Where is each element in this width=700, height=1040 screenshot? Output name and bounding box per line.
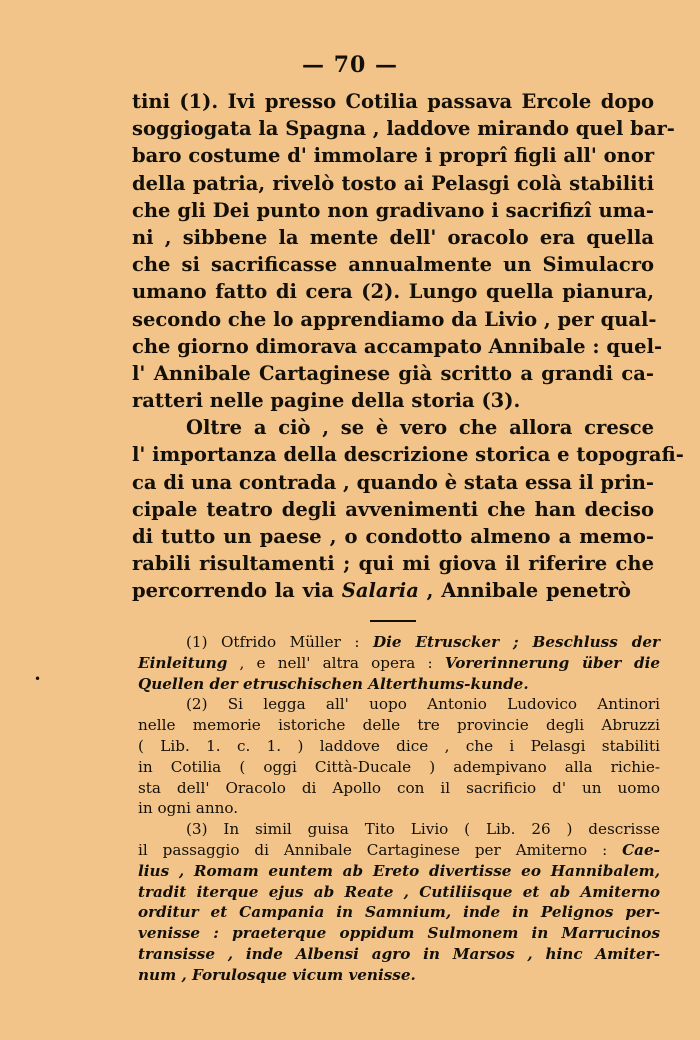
text-line: ca di una contrada , quando è stata essa il prin- [132, 470, 654, 494]
footnote-rule [370, 620, 416, 622]
text-line: l' Annibale Cartaginese già scritto a grandi ca- [132, 361, 654, 385]
road-name: Salaria [341, 579, 419, 603]
footnote-2-line: ( Lib. 1. c. 1. ) laddove dice , che i Pelasgi stabiliti [138, 736, 660, 755]
text-line: ratteri nelle pagine della storia (3). [132, 389, 521, 413]
text-line: che gli Dei punto non gradivano i sacrifizî uma- [132, 198, 654, 222]
text-segment: , e nell' altra opera : [227, 653, 445, 672]
footnote-1-line [138, 632, 660, 653]
text-line: baro costume d' immolare i proprî figli all' onor [132, 144, 655, 168]
footnote-3-line: orditur et Campania in Samnium, inde in Pelignos per- [138, 903, 660, 922]
text-line: di tutto un paese , o condotto almeno a memo- [132, 525, 654, 548]
footnote-1-line [138, 653, 660, 674]
text-line: Oltre a ciò , se è vero che allora cresce [186, 416, 654, 440]
page-number: — 70 — [302, 52, 398, 78]
text-segment: Die Etruscker ; Beschluss der [372, 633, 660, 651]
text-segment: il passaggio di Annibale Cartaginese per Amiterno : [138, 840, 623, 859]
text-line [132, 577, 654, 604]
footnote-3-line: (3) In simil guisa Tito Livio ( Lib. 26 ) descrisse [186, 820, 660, 839]
main-text [132, 88, 684, 605]
text-line: rabili risultamenti ; qui mi giova il riferire che [132, 552, 654, 576]
text-line: tini (1). Ivi presso Cotilia passava Ercole dopo [132, 90, 654, 113]
footnote-2-line: in ogni anno. [138, 799, 239, 818]
stray-mark: • [34, 672, 42, 686]
footnote-2-line: nelle memorie istoriche delle tre provincie degli Abruzzi [138, 716, 660, 735]
text-segment: percorrendo la via [132, 579, 342, 603]
text-segment: (1) Otfrido Müller : [186, 633, 373, 651]
footnote-3-line [138, 840, 660, 861]
text-line: soggiogata la Spagna , laddove mirando quel bar- [132, 117, 675, 141]
footnote-3-line: venisse : praeterque oppidum Sulmonem in Marrucinos [138, 924, 660, 943]
footnote-1-line: Quellen der etruschischen Alterthums-kunde. [138, 674, 529, 693]
text-line: che si sacrificasse annualmente un Simulacro [132, 253, 654, 277]
text-line: umano fatto di cera (2). Lungo quella pianura, [132, 280, 654, 304]
text-segment: Einleitung [138, 653, 228, 672]
footnotes [138, 632, 660, 986]
text-line: della patria, rivelò tosto ai Pelasgi colà stabiliti [132, 171, 654, 195]
text-line: ni , sibbene la mente dell' oracolo era quella [132, 225, 654, 249]
text-line: l' importanza della descrizione storica e topografi- [132, 443, 684, 467]
footnote-3-line: num , Forulosque vicum venisse. [138, 965, 416, 984]
text-segment: , Annibale penetrò [418, 579, 631, 603]
footnote-2-line: sta dell' Oracolo di Apollo con il sacrificio d' un uomo [138, 778, 660, 797]
text-segment: Vorerinnerung über die [444, 653, 660, 672]
text-segment: Cae- [622, 840, 660, 859]
footnote-3-line: transisse , inde Albensi agro in Marsos , hinc Amiter- [138, 944, 660, 963]
footnote-3-line: lius , Romam euntem ab Ereto divertisse eo Hannibalem, [138, 861, 660, 880]
footnote-2-line: in Cotilia ( oggi Città-Ducale ) adempivano alla richie- [138, 757, 660, 776]
text-line: cipale teatro degli avvenimenti che han deciso [132, 497, 654, 521]
footnote-3-line: tradit iterque ejus ab Reate , Cutiliisque et ab Amiterno [138, 882, 660, 901]
text-line: secondo che lo apprendiamo da Livio , per qual- [132, 307, 657, 331]
footnote-2-line: (2) Si legga all' uopo Antonio Ludovico Antinori [186, 695, 660, 714]
text-line: che giorno dimorava accampato Annibale : quel- [132, 334, 663, 358]
